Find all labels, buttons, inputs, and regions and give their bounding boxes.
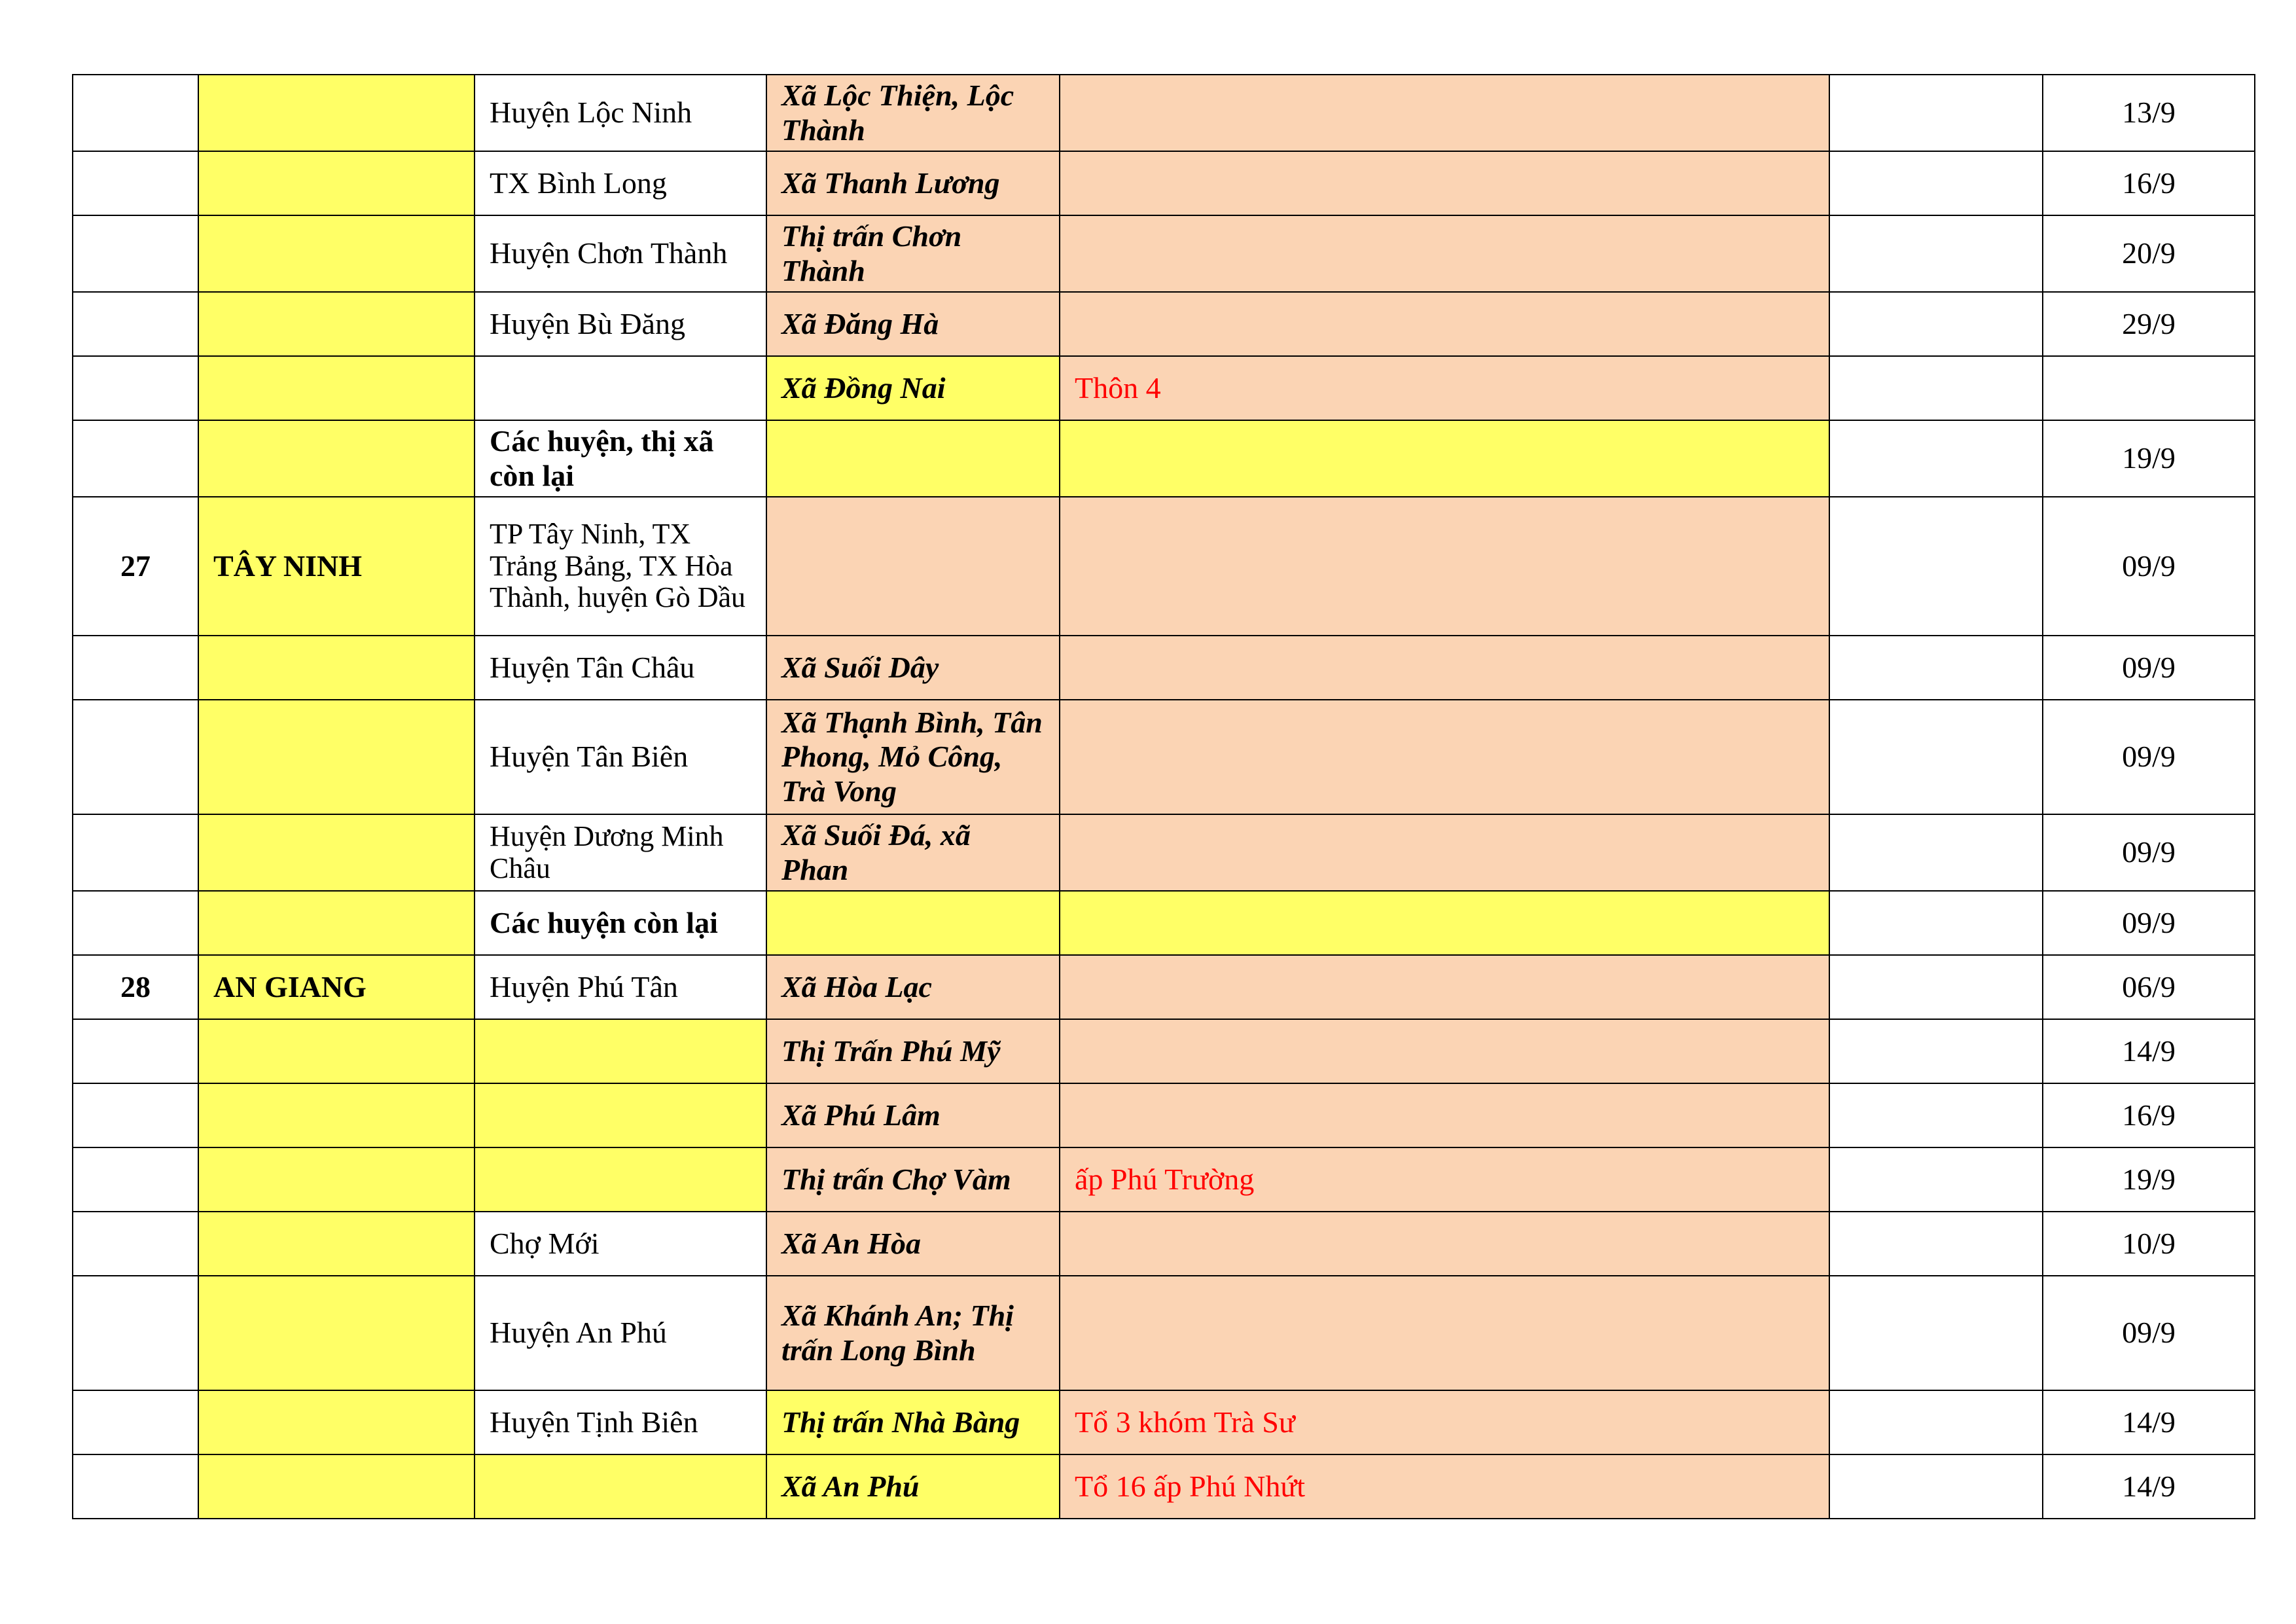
commune-cell: Xã Hòa Lạc <box>766 955 1060 1019</box>
date-cell: 16/9 <box>2043 151 2255 215</box>
province-cell <box>198 1083 475 1147</box>
commune-cell: Thị trấn Chợ Vàm <box>766 1147 1060 1212</box>
area-cell <box>1060 814 1829 891</box>
row-number <box>73 814 198 891</box>
province-cell: AN GIANG <box>198 955 475 1019</box>
commune-cell: Xã Suối Đá, xã Phan <box>766 814 1060 891</box>
province-cell <box>198 215 475 292</box>
table-row <box>73 1276 2255 1390</box>
province-cell <box>198 636 475 700</box>
district-cell: Huyện Lộc Ninh <box>475 75 766 151</box>
blank-cell <box>1829 1147 2043 1212</box>
province-cell: TÂY NINH <box>198 497 475 636</box>
row-number <box>73 1212 198 1276</box>
commune-cell <box>766 891 1060 955</box>
row-number <box>73 356 198 420</box>
table-row <box>73 292 2255 356</box>
table-row <box>73 700 2255 814</box>
commune-cell <box>766 497 1060 636</box>
table-row <box>73 497 2255 636</box>
district-cell: Huyện Tân Biên <box>475 700 766 814</box>
date-cell: 19/9 <box>2043 420 2255 497</box>
province-cell <box>198 356 475 420</box>
row-number <box>73 75 198 151</box>
district-cell: Huyện An Phú <box>475 1276 766 1390</box>
table-row <box>73 75 2255 151</box>
district-cell: Huyện Tịnh Biên <box>475 1390 766 1454</box>
province-cell <box>198 292 475 356</box>
area-cell <box>1060 1212 1829 1276</box>
date-cell: 14/9 <box>2043 1019 2255 1083</box>
table-row <box>73 1390 2255 1454</box>
area-cell <box>1060 497 1829 636</box>
area-cell <box>1060 1276 1829 1390</box>
area-cell <box>1060 215 1829 292</box>
blank-cell <box>1829 1019 2043 1083</box>
district-cell: Huyện Tân Châu <box>475 636 766 700</box>
district-cell: Chợ Mới <box>475 1212 766 1276</box>
province-cell <box>198 1454 475 1519</box>
table-row <box>73 1147 2255 1212</box>
schedule-table <box>72 74 2255 1519</box>
table-row <box>73 891 2255 955</box>
area-cell: Thôn 4 <box>1060 356 1829 420</box>
district-cell: Các huyện còn lại <box>475 891 766 955</box>
blank-cell <box>1829 1276 2043 1390</box>
date-cell: 09/9 <box>2043 891 2255 955</box>
row-number <box>73 891 198 955</box>
table-row <box>73 955 2255 1019</box>
date-cell: 09/9 <box>2043 814 2255 891</box>
commune-cell: Thị Trấn Phú Mỹ <box>766 1019 1060 1083</box>
blank-cell <box>1829 814 2043 891</box>
date-cell: 16/9 <box>2043 1083 2255 1147</box>
commune-cell: Xã Khánh An; Thị trấn Long Bình <box>766 1276 1060 1390</box>
area-cell: ấp Phú Trường <box>1060 1147 1829 1212</box>
row-number <box>73 1019 198 1083</box>
province-cell <box>198 814 475 891</box>
blank-cell <box>1829 1390 2043 1454</box>
row-number <box>73 420 198 497</box>
district-cell <box>475 1454 766 1519</box>
table-row <box>73 215 2255 292</box>
row-number <box>73 636 198 700</box>
date-cell: 20/9 <box>2043 215 2255 292</box>
area-cell <box>1060 75 1829 151</box>
area-cell <box>1060 955 1829 1019</box>
blank-cell <box>1829 700 2043 814</box>
blank-cell <box>1829 292 2043 356</box>
row-number <box>73 292 198 356</box>
district-cell <box>475 356 766 420</box>
area-cell <box>1060 292 1829 356</box>
province-cell <box>198 151 475 215</box>
blank-cell <box>1829 151 2043 215</box>
commune-cell: Xã Đăng Hà <box>766 292 1060 356</box>
table-row <box>73 636 2255 700</box>
blank-cell <box>1829 420 2043 497</box>
province-cell <box>198 75 475 151</box>
commune-cell: Thị trấn Chơn Thành <box>766 215 1060 292</box>
blank-cell <box>1829 636 2043 700</box>
commune-cell: Xã Đồng Nai <box>766 356 1060 420</box>
date-cell: 09/9 <box>2043 636 2255 700</box>
commune-cell <box>766 420 1060 497</box>
row-number <box>73 215 198 292</box>
blank-cell <box>1829 215 2043 292</box>
commune-cell: Xã Phú Lâm <box>766 1083 1060 1147</box>
commune-cell: Xã Lộc Thiện, Lộc Thành <box>766 75 1060 151</box>
date-cell: 14/9 <box>2043 1390 2255 1454</box>
table-row <box>73 420 2255 497</box>
commune-cell: Xã An Phú <box>766 1454 1060 1519</box>
table-row <box>73 1083 2255 1147</box>
province-cell <box>198 1390 475 1454</box>
area-cell <box>1060 636 1829 700</box>
blank-cell <box>1829 891 2043 955</box>
date-cell: 09/9 <box>2043 1276 2255 1390</box>
area-cell <box>1060 1083 1829 1147</box>
date-cell: 29/9 <box>2043 292 2255 356</box>
area-cell <box>1060 151 1829 215</box>
date-cell: 13/9 <box>2043 75 2255 151</box>
table-row <box>73 1212 2255 1276</box>
blank-cell <box>1829 75 2043 151</box>
row-number <box>73 1147 198 1212</box>
date-cell: 09/9 <box>2043 497 2255 636</box>
table-row <box>73 1454 2255 1519</box>
district-cell: Huyện Chơn Thành <box>475 215 766 292</box>
row-number: 28 <box>73 955 198 1019</box>
row-number <box>73 1454 198 1519</box>
blank-cell <box>1829 1454 2043 1519</box>
date-cell: 14/9 <box>2043 1454 2255 1519</box>
district-cell: TP Tây Ninh, TX Trảng Bảng, TX Hòa Thành, huyện Gò Dầu <box>475 497 766 636</box>
province-cell <box>198 1276 475 1390</box>
area-cell: Tổ 3 khóm Trà Sư <box>1060 1390 1829 1454</box>
blank-cell <box>1829 955 2043 1019</box>
district-cell: Huyện Dương Minh Châu <box>475 814 766 891</box>
area-cell <box>1060 891 1829 955</box>
district-cell: Huyện Phú Tân <box>475 955 766 1019</box>
district-cell <box>475 1083 766 1147</box>
province-cell <box>198 1212 475 1276</box>
district-cell <box>475 1019 766 1083</box>
commune-cell: Xã Thanh Lương <box>766 151 1060 215</box>
blank-cell <box>1829 1083 2043 1147</box>
province-cell <box>198 420 475 497</box>
date-cell: 09/9 <box>2043 700 2255 814</box>
blank-cell <box>1829 497 2043 636</box>
district-cell <box>475 1147 766 1212</box>
province-cell <box>198 891 475 955</box>
date-cell: 19/9 <box>2043 1147 2255 1212</box>
province-cell <box>198 1147 475 1212</box>
row-number <box>73 1390 198 1454</box>
table-row <box>73 1019 2255 1083</box>
commune-cell: Thị trấn Nhà Bàng <box>766 1390 1060 1454</box>
blank-cell <box>1829 1212 2043 1276</box>
area-cell <box>1060 1019 1829 1083</box>
row-number <box>73 1083 198 1147</box>
row-number: 27 <box>73 497 198 636</box>
date-cell: 10/9 <box>2043 1212 2255 1276</box>
area-cell: Tổ 16 ấp Phú Nhứt <box>1060 1454 1829 1519</box>
row-number <box>73 1276 198 1390</box>
commune-cell: Xã An Hòa <box>766 1212 1060 1276</box>
district-cell: TX Bình Long <box>475 151 766 215</box>
province-cell <box>198 700 475 814</box>
date-cell: 06/9 <box>2043 955 2255 1019</box>
area-cell <box>1060 700 1829 814</box>
row-number <box>73 151 198 215</box>
area-cell <box>1060 420 1829 497</box>
district-cell: Huyện Bù Đăng <box>475 292 766 356</box>
province-cell <box>198 1019 475 1083</box>
commune-cell: Xã Thạnh Bình, Tân Phong, Mỏ Công, Trà Vong <box>766 700 1060 814</box>
table-row <box>73 356 2255 420</box>
table-row <box>73 151 2255 215</box>
date-cell <box>2043 356 2255 420</box>
commune-cell: Xã Suối Dây <box>766 636 1060 700</box>
district-cell: Các huyện, thị xã còn lại <box>475 420 766 497</box>
blank-cell <box>1829 356 2043 420</box>
table-row <box>73 814 2255 891</box>
row-number <box>73 700 198 814</box>
